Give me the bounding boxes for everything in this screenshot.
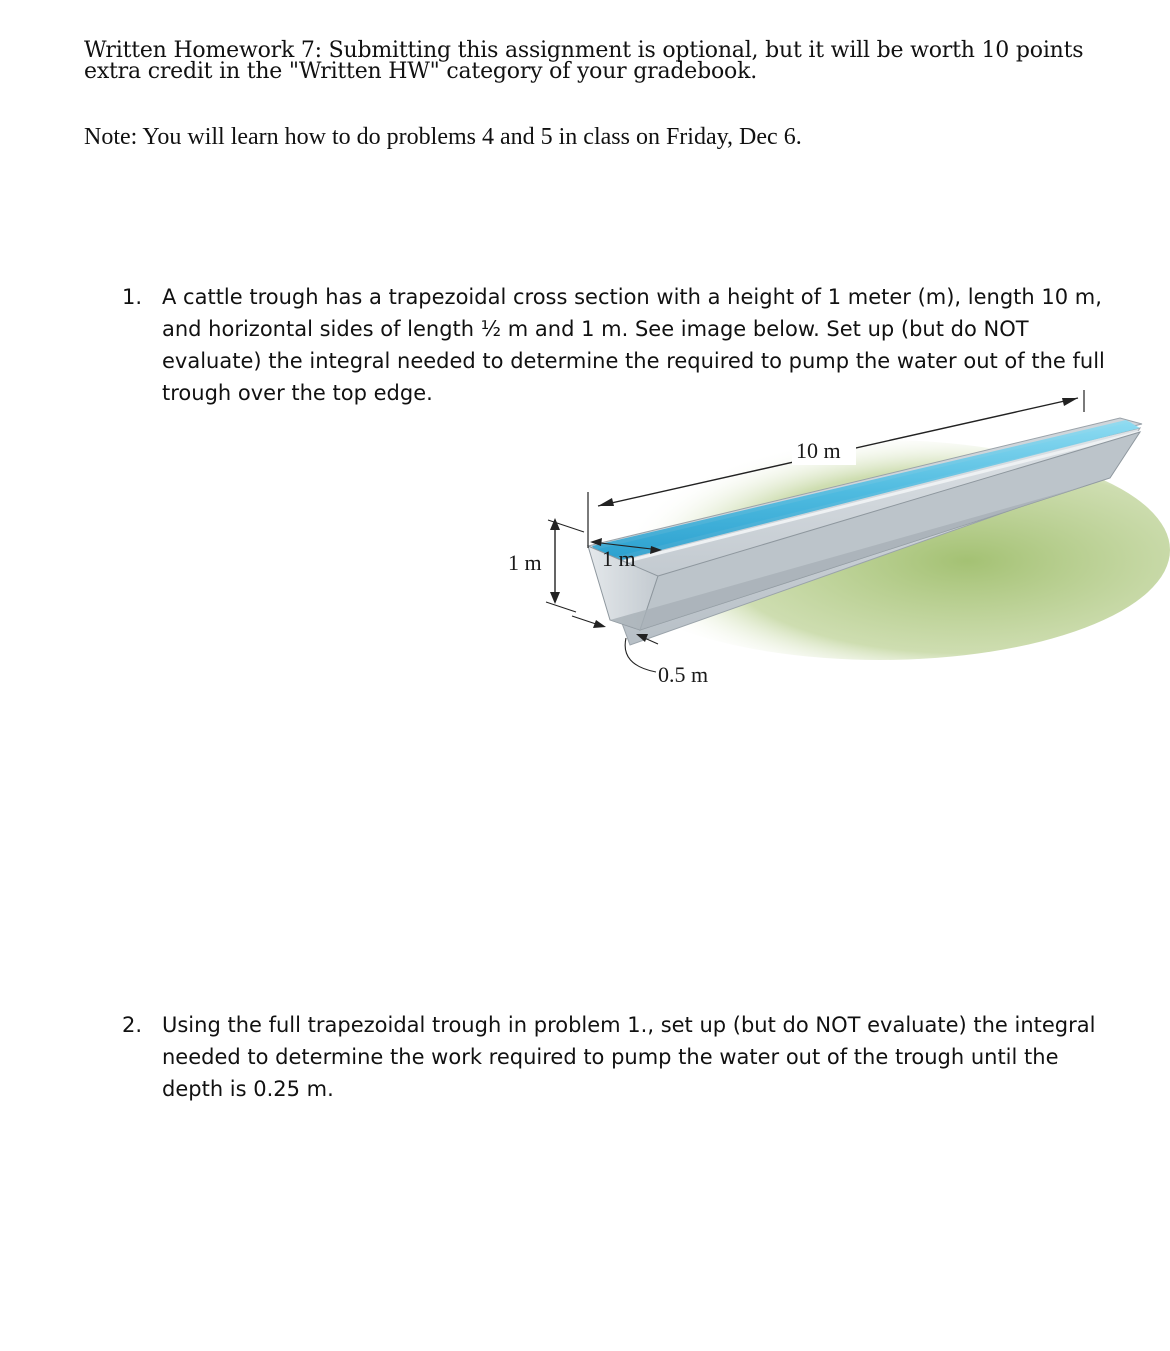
height-tick-bottom: [546, 602, 576, 612]
top-width-label: 1 m: [602, 546, 636, 571]
class-note: Note: You will learn how to do problems 4 and 5 in class on Friday, Dec 6.: [84, 124, 802, 150]
header-line-2: extra credit in the "Written HW" category of your gradebook.: [84, 59, 758, 84]
problem-1-number: 1.: [122, 285, 143, 309]
height-arrow-bottom: [550, 592, 560, 604]
header-line-1: Written Homework 7: Submitting this assignment is optional, but it will be worth 10 points: [84, 38, 1084, 63]
bottom-width-arrow-left: [593, 620, 606, 628]
length-arrow-left: [598, 498, 614, 506]
problem-1-text: A cattle trough has a trapezoidal cross section with a height of 1 meter (m), length 10 m, and horizontal sides of length ½ m and 1 m. See image below. Set up (but do NOT evaluate) the integral needed to determine the required to pump the water out of the full trough over the top edge.: [162, 285, 1105, 405]
length-arrow-right: [1062, 398, 1078, 406]
length-label: 10 m: [796, 438, 841, 463]
problem-2-text: Using the full trapezoidal trough in problem 1., set up (but do NOT evaluate) the integral needed to determine the work required to pump the water out of the trough until the depth is 0.25 m.: [162, 1013, 1096, 1101]
bottom-width-label: 0.5 m: [658, 662, 709, 687]
assignment-header: [84, 40, 1124, 82]
problem-2: [122, 1009, 1112, 1105]
trough-figure: [480, 380, 1170, 700]
height-label: 1 m: [508, 550, 542, 575]
trough-illustration: [480, 380, 1170, 700]
problem-2-number: 2.: [122, 1013, 143, 1037]
